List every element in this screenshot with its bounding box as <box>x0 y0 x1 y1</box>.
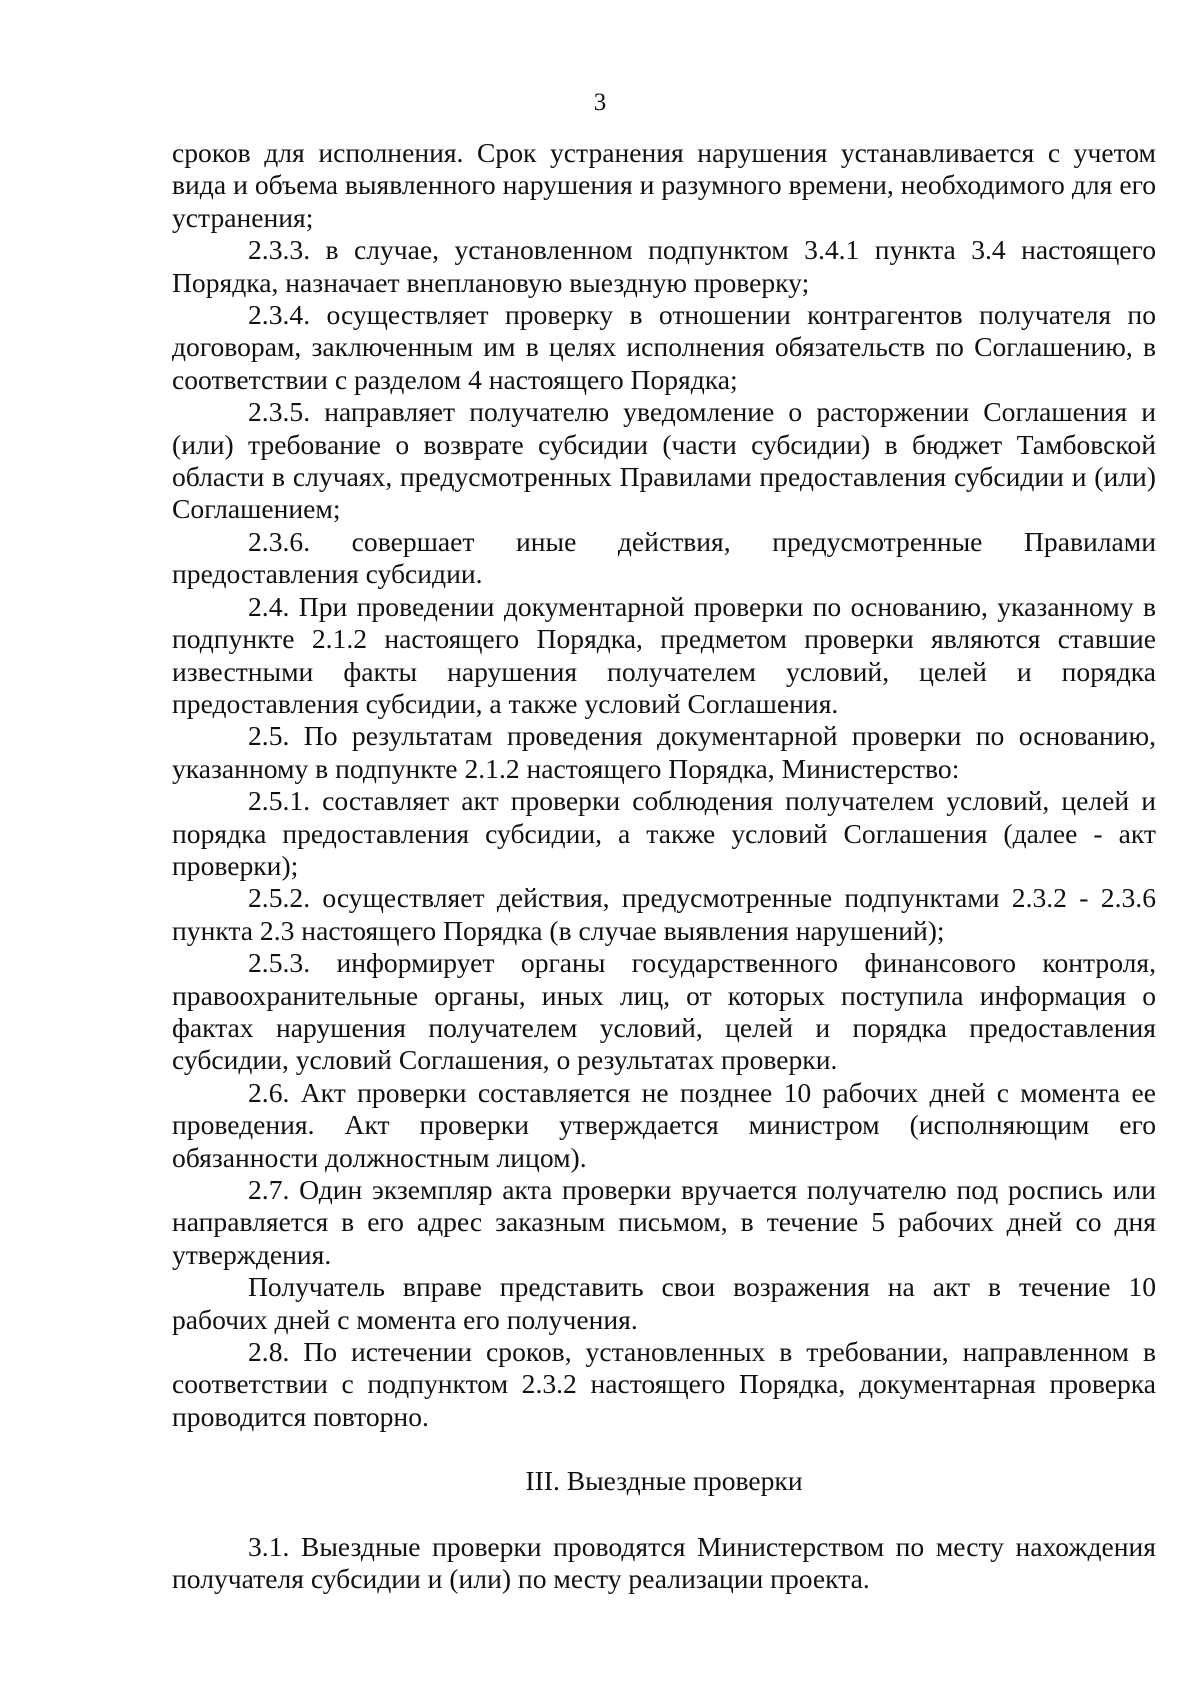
paragraph-2-3-6: 2.3.6. совершает иные действия, предусмотренные Правилами предоставления субсидии. <box>172 525 1156 590</box>
paragraph-3-1: 3.1. Выездные проверки проводятся Министерством по месту нахождения получателя субсидии и (или) по месту реализации проекта. <box>172 1530 1156 1595</box>
paragraph-2-6: 2.6. Акт проверки составляется не позднее 10 рабочих дней с момента ее проведения. Акт проверки утверждается министром (исполняющим его обязанности должностным лицом). <box>172 1076 1156 1173</box>
paragraph-2-5-2: 2.5.2. осуществляет действия, предусмотренные подпунктами 2.3.2 - 2.3.6 пункта 2.3 настоящего Порядка (в случае выявления нарушений); <box>172 882 1156 946</box>
paragraph-objection-right: Получатель вправе представить свои возражения на акт в течение 10 рабочих дней с момента его получения. <box>172 1271 1156 1335</box>
paragraph-2-5-1: 2.5.1. составляет акт проверки соблюдения получателем условий, целей и порядка предоставления субсидии, а также условий Соглашения (далее - акт проверки); <box>172 785 1156 881</box>
paragraph-continuation: сроков для исполнения. Срок устранения нарушения устанавливается с учетом вида и объема выявленного нарушения и разумного времени, необходимого для его устранения; <box>172 137 1156 233</box>
paragraph-2-7: 2.7. Один экземпляр акта проверки вручается получателю под роспись или направляется в его адрес заказным письмом, в течение 5 рабочих дней со дня утверждения. <box>172 1174 1156 1270</box>
paragraph-2-3-5: 2.3.5. направляет получателю уведомление о расторжении Соглашения и (или) требование о возврате субсидии (части субсидии) в бюджет Тамбовской области в случаях, предусмотренных Правилами предоставления субсидии и (или) Соглашением; <box>172 396 1156 525</box>
paragraph-2-5-3: 2.5.3. информирует органы государственного финансового контроля, правоохранительные органы, иных лиц, от которых поступила информация о фактах нарушения получателем условий, целей и порядка предоставления субсидии, условий Соглашения, о результатах проверки. <box>172 947 1156 1076</box>
page-number: 3 <box>593 89 607 116</box>
document-body <box>172 137 1156 1595</box>
section-heading: III. Выездные проверки <box>525 1465 803 1497</box>
paragraph-2-8: 2.8. По истечении сроков, установленных в требовании, направленном в соответствии с подпунктом 2.3.2 настоящего Порядка, документарная проверка проводится повторно. <box>172 1336 1156 1432</box>
paragraph-2-3-3: 2.3.3. в случае, установленном подпунктом 3.4.1 пункта 3.4 настоящего Порядка, назначает внеплановую выездную проверку; <box>172 234 1156 298</box>
paragraph-2-3-4: 2.3.4. осуществляет проверку в отношении контрагентов получателя по договорам, заключенным им в целях исполнения обязательств по Соглашению, в соответствии с разделом 4 настоящего Порядка; <box>172 299 1156 395</box>
paragraph-2-5: 2.5. По результатам проведения документарной проверки по основанию, указанному в подпункте 2.1.2 настоящего Порядка, Министерство: <box>172 720 1156 784</box>
paragraph-2-4: 2.4. При проведении документарной проверки по основанию, указанному в подпункте 2.1.2 настоящего Порядка, предметом проверки являются ставшие известными факты нарушения получателем условий, целей и порядка предоставления субсидии, а также условий Соглашения. <box>172 590 1156 719</box>
